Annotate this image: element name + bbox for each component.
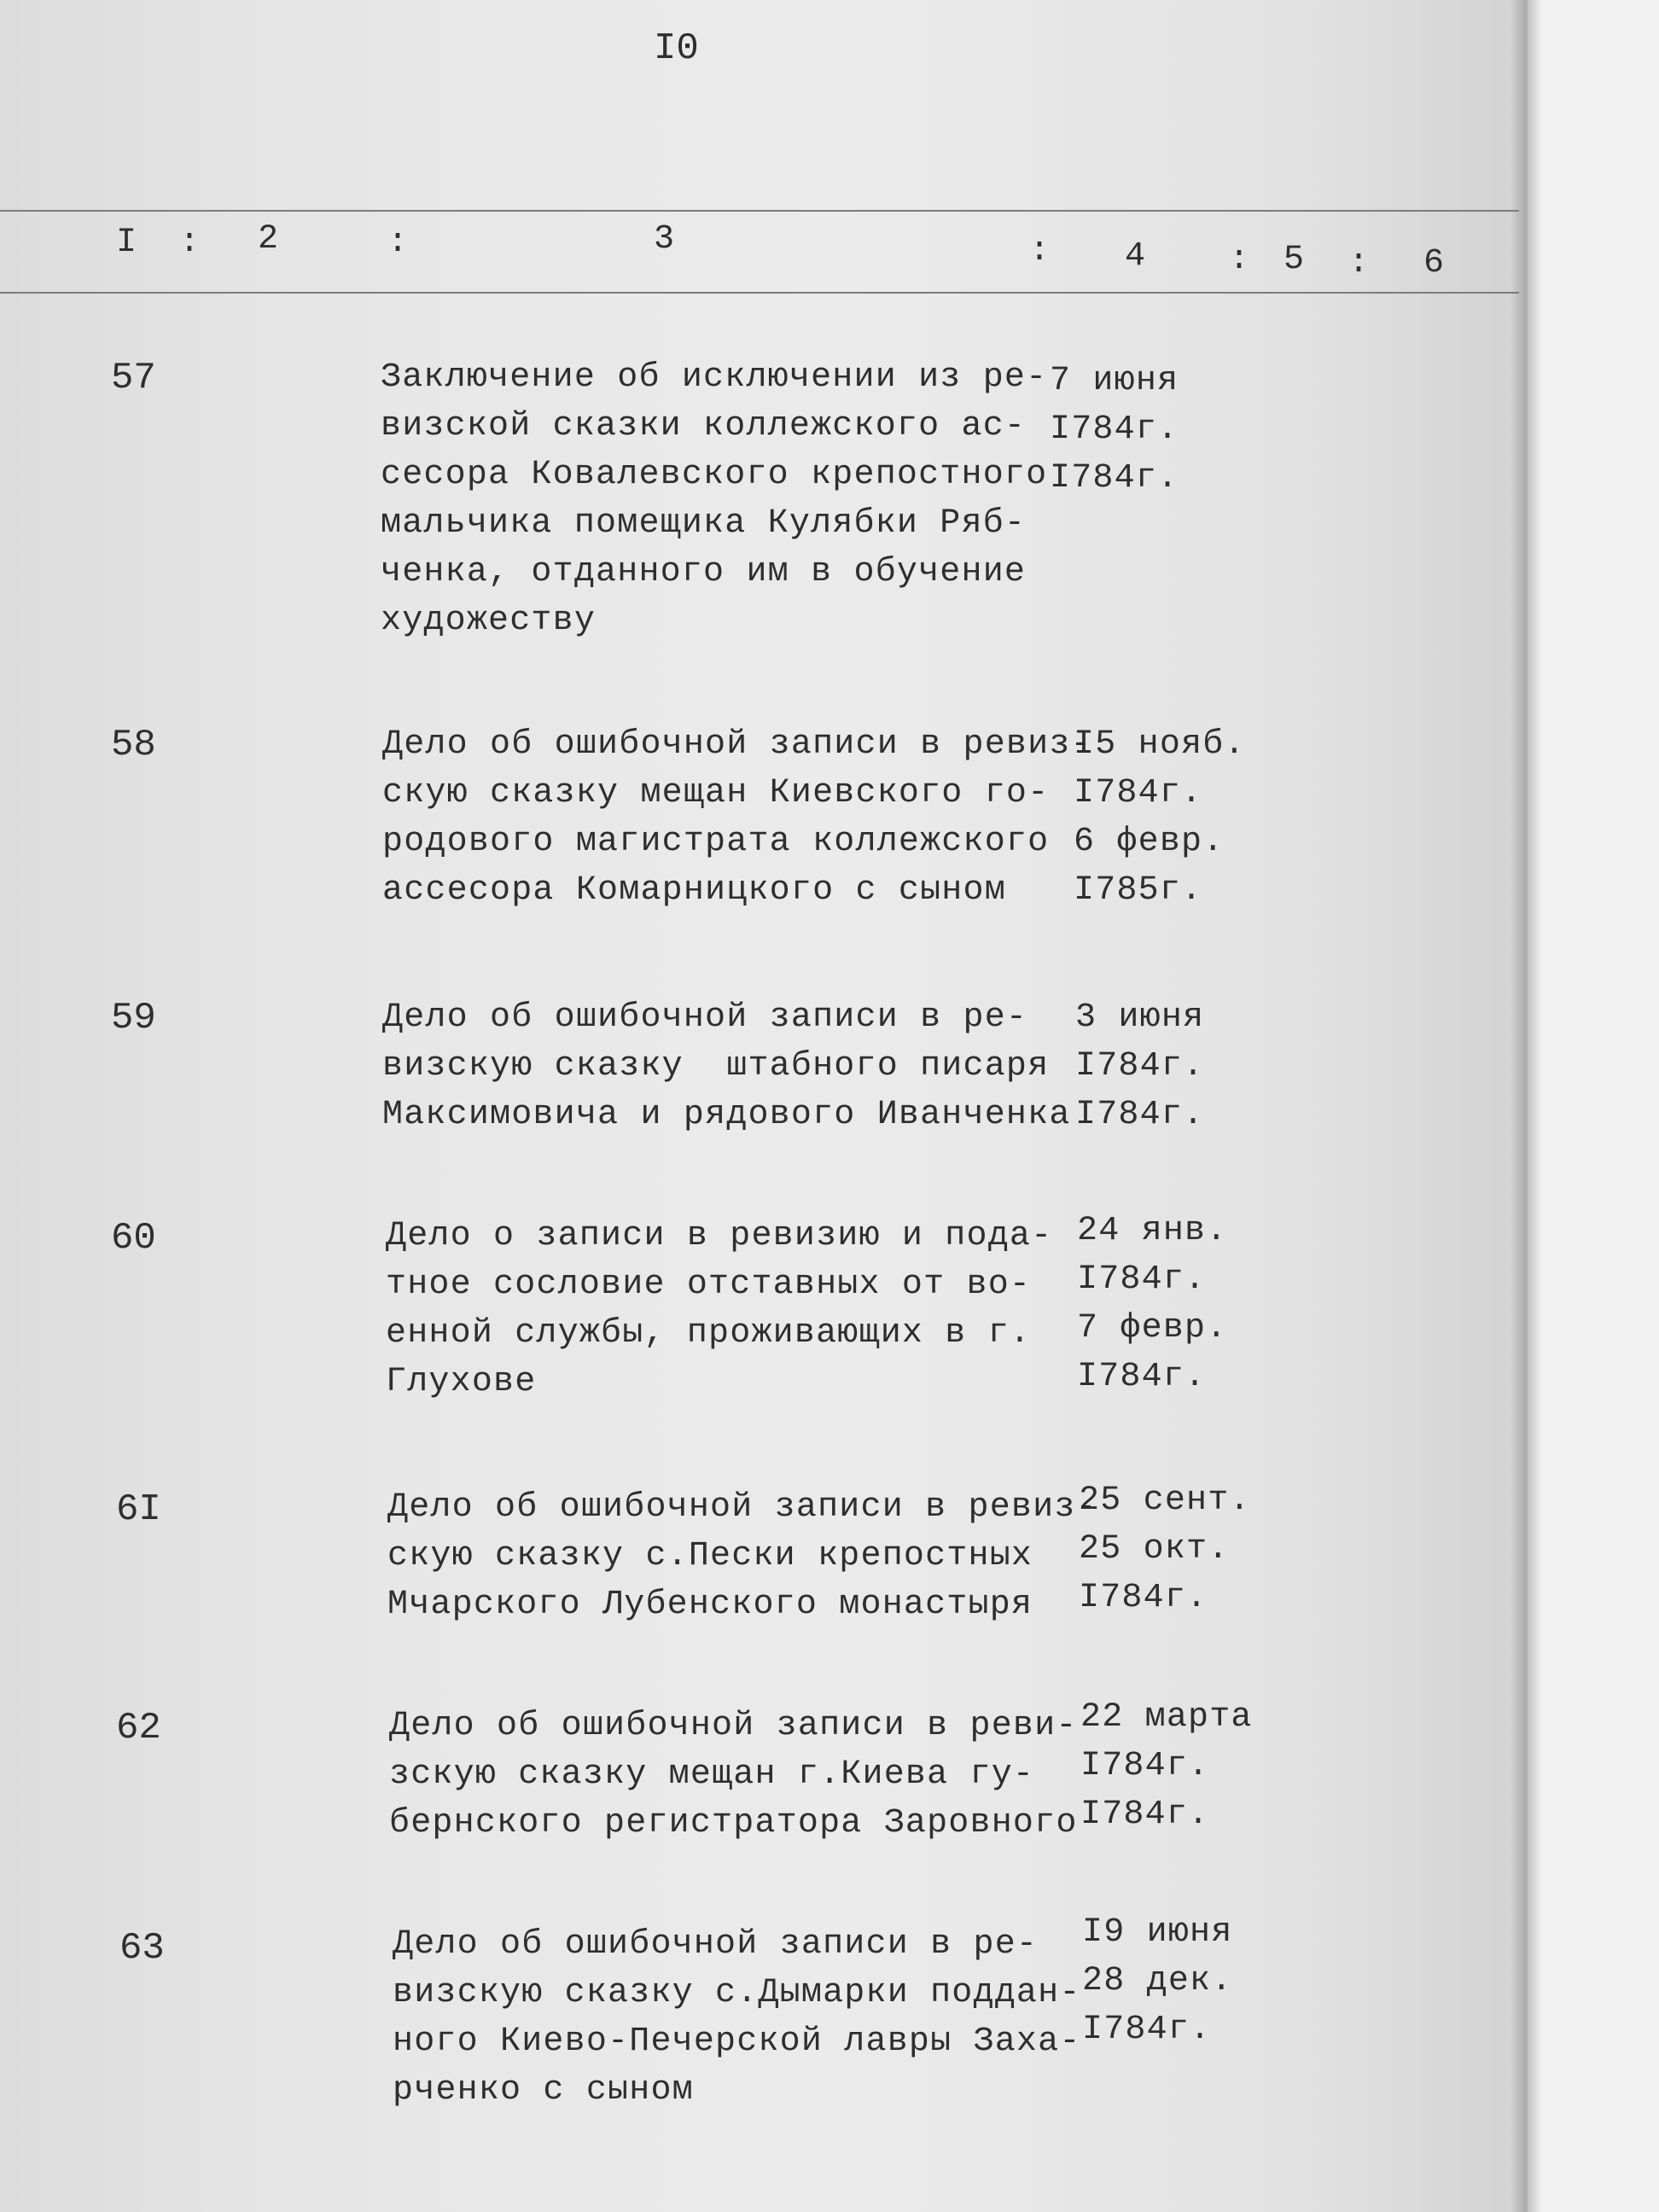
- column-header-4: 4: [1125, 237, 1146, 276]
- header-rule-bottom: [0, 292, 1519, 294]
- entry-dates: I9 июня 28 дек. I784г.: [1082, 1913, 1233, 2049]
- column-header-5: 5: [1284, 241, 1305, 279]
- entry-description: Дело об ошибочной записи в ре- визскую сказку с.Дымарки поддан- ного Киево-Печерской лавры Заха- рченко с сыном: [393, 1925, 1081, 2110]
- entry-number: 63: [119, 1927, 165, 1970]
- entry-description: Дело об ошибочной записи в ревиз- скую сказку с.Пески крепостных Мчарского Лубенского монастыря: [387, 1488, 1097, 1624]
- entry-description: Дело о записи в ревизию и пода- тное сословие отставных от во- енной службы, проживающих в г. Глухове: [386, 1217, 1053, 1401]
- page-number: I0: [654, 27, 699, 70]
- column-separator: :: [1348, 244, 1370, 282]
- entry-number: 57: [111, 357, 156, 399]
- entry-dates: 24 янв. I784г. 7 февр. I784г.: [1077, 1212, 1228, 1396]
- entry-description: Дело об ошибочной записи в ревиз- скую сказку мещан Киевского го- родового магистрата коллежского ассесора Комарницкого с сыном: [382, 725, 1092, 910]
- column-separator: :: [179, 224, 201, 262]
- entry-number: 6I: [116, 1488, 161, 1531]
- header-rule-top: [0, 210, 1519, 212]
- entry-dates: 3 июня I784г. I784г.: [1075, 998, 1205, 1134]
- page-edge-shadow: [1511, 0, 1541, 2212]
- column-separator: :: [387, 224, 409, 262]
- entry-dates: 25 сент. 25 окт. I784г.: [1079, 1481, 1251, 1617]
- entry-dates: 22 марта I784г. I784г.: [1080, 1698, 1253, 1834]
- entry-number: 60: [111, 1217, 156, 1260]
- column-header-3: 3: [654, 220, 675, 259]
- entry-dates: 7 июня I784г. I784г.: [1050, 362, 1179, 498]
- column-separator: :: [1029, 232, 1051, 271]
- column-separator: :: [1229, 241, 1250, 279]
- entry-description: Дело об ошибочной записи в реви- зскую сказку мещан г.Киева гу- бернского регистратора Заровного: [389, 1707, 1078, 1842]
- entry-number: 58: [111, 724, 156, 766]
- column-header-1: I: [116, 224, 137, 262]
- column-header-2: 2: [258, 220, 279, 259]
- column-header-6: 6: [1423, 244, 1445, 282]
- entry-description: Дело об ошибочной записи в ре- визскую сказку штабного писаря Максимовича и рядового Иванченка: [382, 998, 1071, 1134]
- entry-description: Заключение об исключении из ре- визской сказки коллежского ас- сесора Ковалевского крепостного мальчика помещика Кулябки Ряб- ченка, отданного им в обучение художеству: [381, 358, 1048, 640]
- entry-number: 59: [111, 997, 156, 1039]
- entry-number: 62: [116, 1707, 161, 1749]
- entry-dates: I5 нояб. I784г. 6 февр. I785г.: [1074, 725, 1246, 910]
